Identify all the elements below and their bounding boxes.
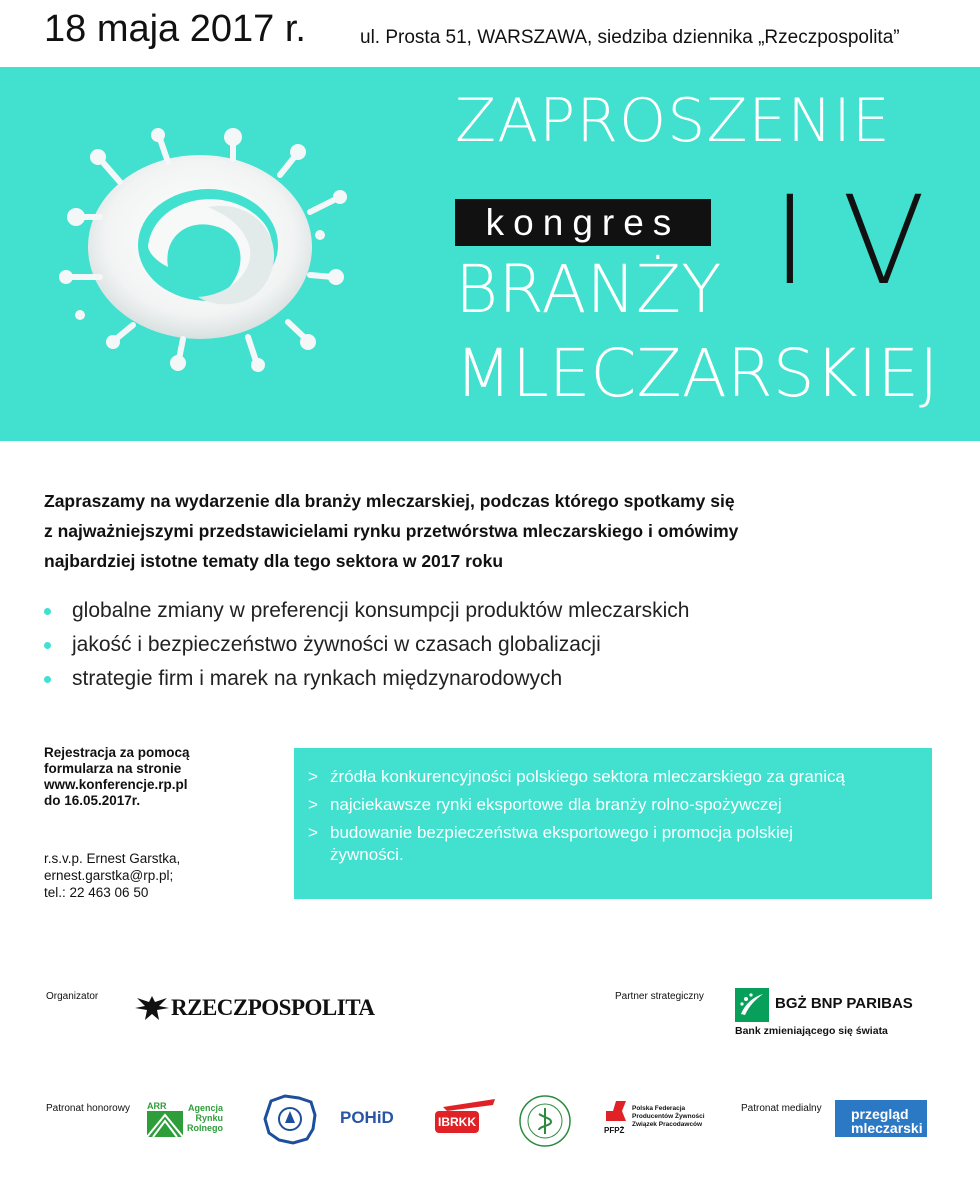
event-date: 18 maja 2017 r. bbox=[44, 8, 306, 50]
invitation-heading: ZAPROSZENIE bbox=[455, 86, 891, 156]
rzeczpospolita-logo[interactable] bbox=[133, 990, 375, 1026]
topic-list bbox=[44, 594, 689, 696]
registration-line: Rejestracja za pomocą bbox=[44, 745, 190, 760]
arr-full-name bbox=[187, 1103, 223, 1133]
bullet-icon bbox=[44, 608, 51, 615]
topic-item bbox=[44, 662, 689, 696]
topic-item bbox=[44, 628, 689, 662]
bgz-bnp-paribas-logo[interactable] bbox=[735, 988, 935, 1043]
ibrkk-logo[interactable] bbox=[433, 1097, 498, 1143]
intro-text bbox=[44, 486, 944, 576]
registration-info bbox=[44, 745, 274, 809]
pfpz-logo[interactable] bbox=[602, 1099, 717, 1139]
registration-deadline: do 16.05.2017r. bbox=[44, 793, 141, 808]
congress-title-line1: BRANŻY bbox=[455, 251, 722, 328]
chevron-right-icon: > bbox=[308, 823, 318, 842]
pfpz-abbreviation: PFPŻ bbox=[604, 1126, 625, 1135]
export-topics-box bbox=[294, 748, 932, 899]
przeglad-mleczarski-logo[interactable] bbox=[835, 1100, 927, 1137]
pfpz-name-line: Związek Pracodawców bbox=[632, 1121, 703, 1128]
pohid-logo[interactable]: POHiD bbox=[340, 1108, 394, 1127]
bullet-icon bbox=[44, 676, 51, 683]
rsvp-contact bbox=[44, 850, 274, 901]
pfpz-name-line: Polska Federacja bbox=[632, 1105, 686, 1112]
congress-title-line2: MLECZARSKIEJ bbox=[455, 335, 939, 412]
eagle-icon bbox=[133, 992, 171, 1024]
arr-abbreviation: ARR bbox=[147, 1101, 167, 1111]
event-venue: ul. Prosta 51, WARSZAWA, siedziba dziennika „Rzeczpospolita” bbox=[360, 27, 900, 48]
topic-text: jakość i bezpieczeństwo żywności w czasach globalizacji bbox=[72, 633, 601, 656]
pfpz-full-name bbox=[632, 1105, 705, 1129]
export-topic-list bbox=[308, 766, 845, 872]
registration-url[interactable]: www.konferencje.rp.pl bbox=[44, 777, 188, 792]
media-logo-line2: mleczarski bbox=[851, 1120, 923, 1136]
poland-map-logo[interactable] bbox=[263, 1093, 318, 1145]
partner-tagline: Bank zmieniającego się świata bbox=[735, 1025, 888, 1037]
export-topic-item bbox=[308, 766, 845, 788]
bullet-icon bbox=[44, 642, 51, 649]
topic-text: globalne zmiany w preferencji konsumpcji produktów mleczarskich bbox=[72, 599, 690, 622]
arr-logo[interactable] bbox=[147, 1101, 237, 1137]
export-topic-item bbox=[308, 822, 800, 866]
intro-line: z najważniejszymi przedstawicielami rynku przetwórstwa mleczarskiego i omówimy bbox=[44, 521, 739, 541]
pfpz-flag-icon bbox=[604, 1099, 630, 1125]
rsvp-phone: tel.: 22 463 06 50 bbox=[44, 885, 149, 900]
stars-icon bbox=[735, 988, 769, 1022]
inspection-seal-logo[interactable] bbox=[518, 1094, 572, 1148]
milk-splash-illustration bbox=[58, 127, 348, 372]
rsvp-email[interactable]: ernest.garstka@rp.pl; bbox=[44, 868, 174, 883]
intro-line: najbardziej istotne tematy dla tego sektora w 2017 roku bbox=[44, 551, 504, 571]
arr-name-line: Rolnego bbox=[187, 1123, 223, 1133]
intro-line: Zapraszamy na wydarzenie dla branży mleczarskiej, podczas którego spotkamy się bbox=[44, 491, 735, 511]
chevron-right-icon: > bbox=[308, 795, 318, 814]
export-topic-text: najciekawsze rynki eksportowe dla branży rolno-spożywczej bbox=[330, 795, 782, 814]
arr-name-line: Agencja bbox=[187, 1103, 223, 1113]
registration-line: formularza na stronie bbox=[44, 761, 182, 776]
media-patronage-label: Patronat medialny bbox=[741, 1103, 822, 1114]
topic-item bbox=[44, 594, 689, 628]
organizer-name: RZECZPOSPOLITA bbox=[171, 995, 375, 1020]
organizer-label: Organizator bbox=[46, 991, 99, 1002]
partner-label: Partner strategiczny bbox=[615, 991, 704, 1002]
honorary-patronage-label: Patronat honorowy bbox=[46, 1103, 130, 1114]
ibrkk-name: IBRKK bbox=[435, 1111, 479, 1133]
export-topic-text: źródła konkurencyjności polskiego sektora mleczarskiego za granicą bbox=[330, 767, 845, 786]
kongres-label: kongres bbox=[455, 199, 711, 246]
topic-text: strategie firm i marek na rynkach międzynarodowych bbox=[72, 667, 563, 690]
arr-name-line: Rynku bbox=[195, 1113, 223, 1123]
partner-name: BGŻ BNP PARIBAS bbox=[775, 995, 913, 1012]
pfpz-name-line: Producentów Żywności bbox=[632, 1113, 705, 1120]
export-topic-text: budowanie bezpieczeństwa eksportowego i promocja polskiej żywności. bbox=[330, 823, 794, 864]
rsvp-name: r.s.v.p. Ernest Garstka, bbox=[44, 851, 181, 866]
media-logo-line1: przegląd bbox=[851, 1106, 909, 1122]
export-topic-item bbox=[308, 794, 845, 816]
edition-number: IV bbox=[772, 170, 960, 312]
chevron-right-icon: > bbox=[308, 767, 318, 786]
